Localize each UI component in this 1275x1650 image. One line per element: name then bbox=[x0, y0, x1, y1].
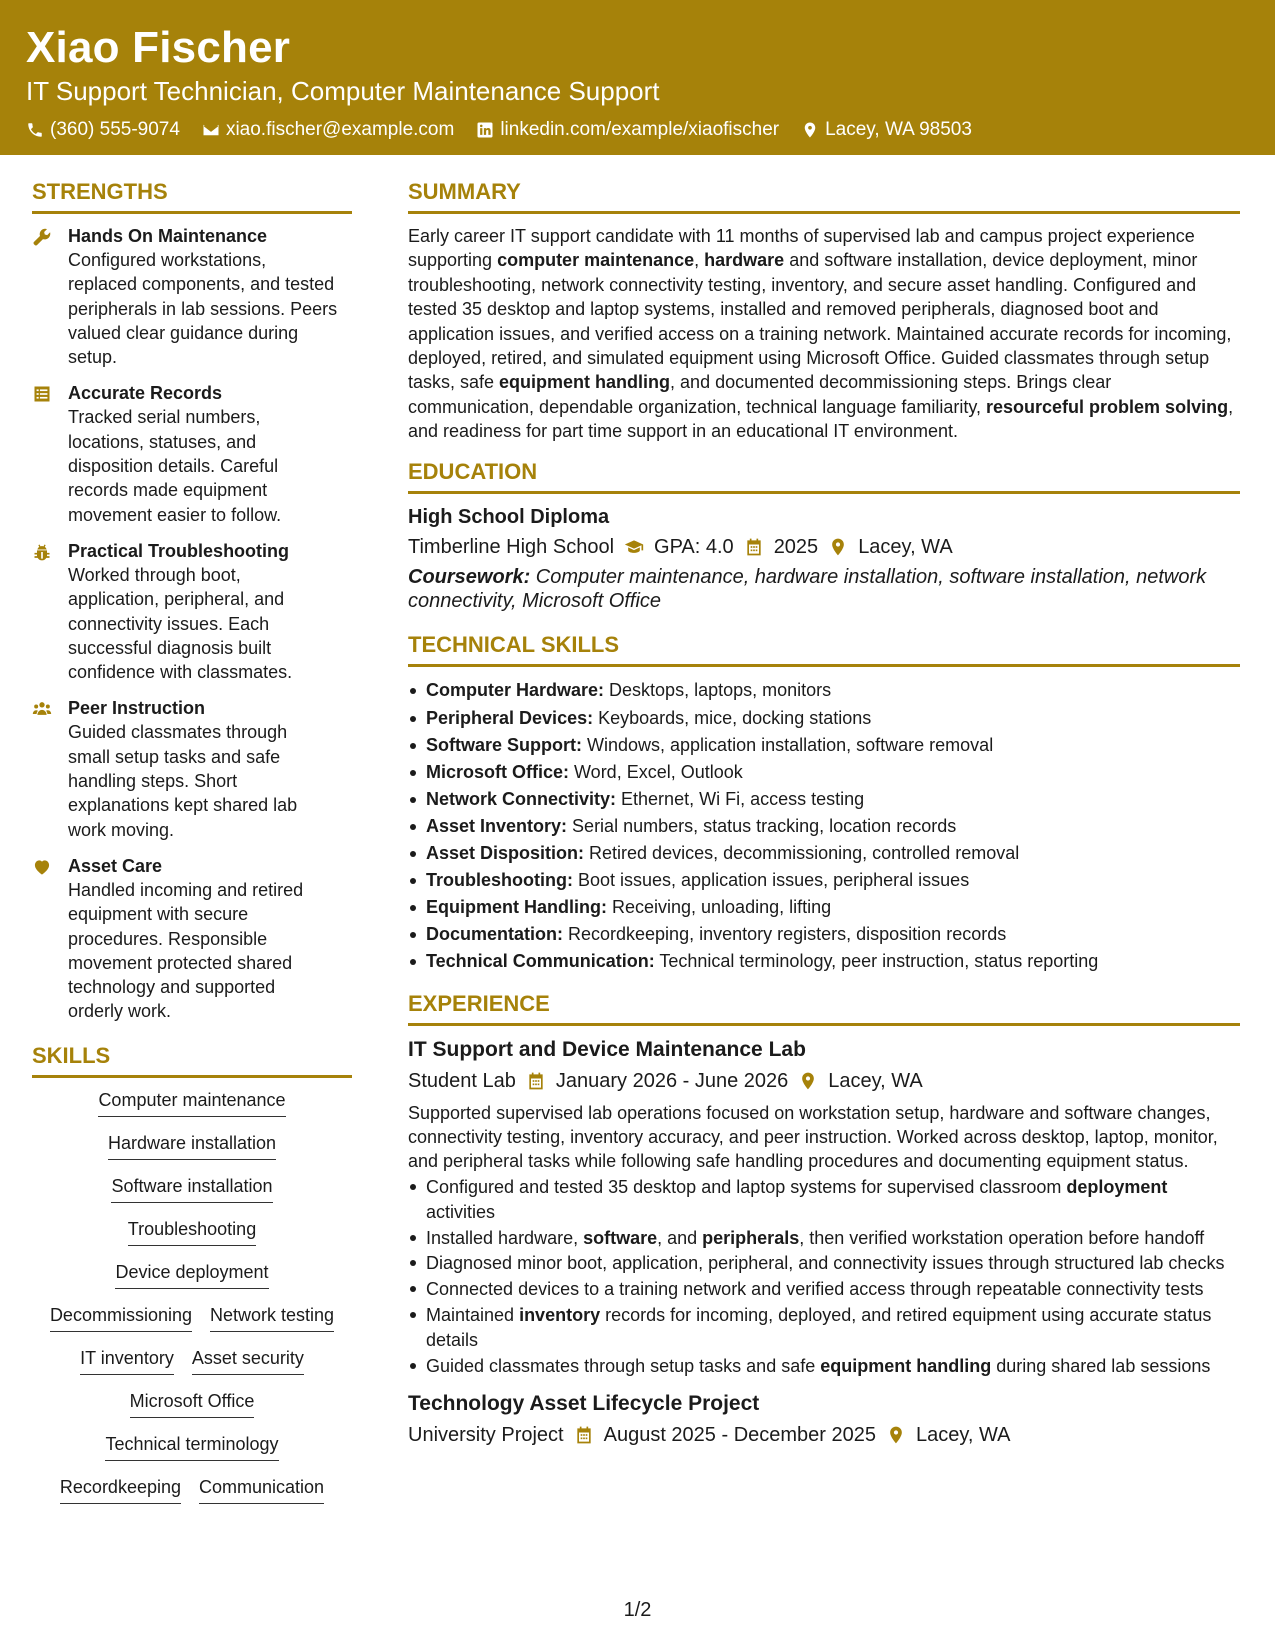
strength-desc-line: Worked through boot, bbox=[68, 564, 241, 585]
strength-item bbox=[32, 539, 352, 684]
strength-item bbox=[32, 224, 352, 369]
skill-row bbox=[32, 1217, 352, 1246]
job-bullet bbox=[408, 1354, 1240, 1378]
strength-body bbox=[68, 224, 337, 369]
strength-desc-line: successful diagnosis built bbox=[68, 637, 272, 658]
strength-desc-line: Handled incoming and retired bbox=[68, 879, 304, 900]
technical-skill-value: Technical terminology, peer instruction, status reporting bbox=[654, 951, 1099, 972]
skills-heading: SKILLS bbox=[32, 1042, 352, 1078]
calendar-icon bbox=[744, 537, 764, 557]
technical-skill-label: Software Support: bbox=[426, 734, 582, 755]
strengths-list bbox=[32, 224, 352, 1024]
strength-title: Accurate Records bbox=[68, 383, 223, 404]
contact-linkedin-text: linkedin.com/example/xiaofischer bbox=[500, 119, 780, 140]
education-year: 2025 bbox=[773, 535, 819, 558]
technical-skill-label: Asset Inventory: bbox=[426, 815, 568, 836]
technical-skill-value: Word, Excel, Outlook bbox=[569, 761, 743, 782]
text-segment: and software installation, device deployment, minor troubleshooting, network connectivity testing, inventory, and secure asset handling. Configured and tested 35 desktop and laptop systems, installed and removed peripherals, diagnosed boot and application issues, and verified access on a training network. Maintained accurate records for incoming, deployed, retired, and simulated equipment using Microsoft Office. Guided classmates through setup tasks, safe bbox=[408, 250, 1232, 393]
strength-title: Practical Troubleshooting bbox=[68, 540, 290, 561]
skill-row bbox=[32, 1303, 352, 1332]
technical-skill-value: Desktops, laptops, monitors bbox=[604, 680, 832, 701]
technical-skill-label: Peripheral Devices: bbox=[426, 707, 594, 728]
skill-tag: Troubleshooting bbox=[128, 1217, 256, 1246]
contact-phone[interactable] bbox=[26, 118, 180, 142]
text-segment: Maintained bbox=[426, 1305, 520, 1326]
strength-body bbox=[68, 381, 281, 526]
technical-skill-value: Recordkeeping, inventory registers, disposition records bbox=[563, 924, 1007, 945]
experience-list bbox=[408, 1036, 1240, 1449]
education-location: Lacey, WA bbox=[858, 535, 953, 558]
graduation-cap-icon bbox=[624, 537, 644, 557]
technical-skill-item bbox=[408, 921, 1240, 948]
strength-desc-line: replaced components, and tested bbox=[68, 274, 335, 295]
skill-row bbox=[32, 1346, 352, 1375]
job-bullet bbox=[408, 1303, 1240, 1352]
technical-skill-value: Receiving, unloading, lifting bbox=[606, 897, 832, 918]
bold-phrase: resourceful problem solving bbox=[986, 396, 1229, 417]
technical-skill-value: Retired devices, decommissioning, controlled removal bbox=[584, 843, 1020, 864]
bug-icon bbox=[32, 542, 52, 562]
contact-location-text: Lacey, WA 98503 bbox=[825, 119, 972, 140]
contact-email[interactable] bbox=[202, 118, 454, 142]
strengths-heading: STRENGTHS bbox=[32, 178, 352, 214]
strength-desc-line: orderly work. bbox=[68, 1001, 172, 1022]
skill-row bbox=[32, 1432, 352, 1461]
skill-tag: Network testing bbox=[210, 1303, 334, 1332]
map-pin-icon bbox=[886, 1425, 906, 1445]
list-icon bbox=[32, 384, 52, 404]
coursework-text: Computer maintenance, hardware installation, software installation, network connectivity, Microsoft Office bbox=[408, 565, 1207, 613]
strength-icon-wrap bbox=[32, 539, 54, 684]
technical-skill-item bbox=[408, 732, 1240, 759]
text-segment: during shared lab sessions bbox=[991, 1355, 1211, 1376]
technical-skill-label: Asset Disposition: bbox=[426, 843, 585, 864]
strength-icon-wrap bbox=[32, 381, 54, 526]
bold-phrase: equipment handling bbox=[820, 1355, 992, 1376]
education-heading: EDUCATION bbox=[408, 458, 1240, 494]
skill-row bbox=[32, 1174, 352, 1203]
strength-desc-line: valued clear guidance during bbox=[68, 322, 299, 343]
phone-icon bbox=[26, 121, 44, 139]
bold-phrase: software bbox=[583, 1227, 658, 1248]
skill-row bbox=[32, 1475, 352, 1504]
strength-desc-line: Guided classmates through bbox=[68, 722, 288, 743]
candidate-name: Xiao Fischer bbox=[26, 23, 291, 72]
technical-skill-label: Microsoft Office: bbox=[426, 761, 570, 782]
technical-skill-value: Serial numbers, status tracking, location records bbox=[567, 815, 957, 836]
skill-row bbox=[32, 1389, 352, 1418]
contact-location bbox=[801, 118, 972, 142]
skill-row bbox=[32, 1260, 352, 1289]
strength-desc-line: movement easier to follow. bbox=[68, 504, 282, 525]
text-segment: , bbox=[694, 250, 705, 271]
text-segment: activities bbox=[426, 1201, 496, 1222]
text-segment: , and bbox=[657, 1227, 703, 1248]
map-pin-icon bbox=[798, 1071, 818, 1091]
calendar-icon bbox=[526, 1071, 546, 1091]
strength-icon-wrap bbox=[32, 696, 54, 841]
strength-desc-line: peripherals in lab sessions. Peers bbox=[68, 298, 338, 319]
text-segment: Installed hardware, bbox=[426, 1227, 584, 1248]
technical-skill-value: Ethernet, Wi Fi, access testing bbox=[616, 788, 865, 809]
bold-phrase: equipment handling bbox=[499, 372, 671, 393]
envelope-icon bbox=[202, 121, 220, 139]
skill-tag: IT inventory bbox=[80, 1346, 174, 1375]
strength-desc-line: technology and supported bbox=[68, 977, 276, 998]
strength-desc-line: handling steps. Short bbox=[68, 771, 238, 792]
strength-desc-line: locations, statuses, and bbox=[68, 431, 257, 452]
text-segment: Guided classmates through setup tasks and safe bbox=[426, 1355, 821, 1376]
text-segment: , and readiness for part time support in an educational IT environment. bbox=[408, 396, 1234, 442]
candidate-title: IT Support Technician, Computer Maintenance Support bbox=[26, 76, 660, 106]
experience-entry bbox=[408, 1036, 1240, 1378]
skill-tag: Technical terminology bbox=[105, 1432, 278, 1461]
text-segment: Diagnosed minor boot, application, peripheral, and connectivity issues through structured lab checks bbox=[426, 1253, 1225, 1274]
job-title: IT Support and Device Maintenance Lab bbox=[408, 1037, 806, 1061]
job-meta bbox=[408, 1067, 1240, 1095]
skill-row bbox=[32, 1131, 352, 1160]
technical-skill-item bbox=[408, 813, 1240, 840]
strength-desc-line: work moving. bbox=[68, 819, 175, 840]
strength-item bbox=[32, 381, 352, 526]
job-dates: January 2026 - June 2026 bbox=[555, 1069, 789, 1092]
job-dates: August 2025 - December 2025 bbox=[603, 1423, 877, 1446]
strength-desc-line: equipment with secure bbox=[68, 904, 249, 925]
job-description: Supported supervised lab operations focused on workstation setup, hardware and software changes, connectivity testing, inventory accuracy, and peer instruction. Worked across desktop, laptop, monitor, and peripheral tasks while following safe handling procedures and documenting equipment status. bbox=[408, 1102, 1218, 1172]
bold-phrase: computer maintenance bbox=[497, 250, 695, 271]
skill-tag: Software installation bbox=[111, 1174, 272, 1203]
strength-item bbox=[32, 854, 352, 1024]
job-bullet bbox=[408, 1277, 1240, 1301]
technical-skill-value: Keyboards, mice, docking stations bbox=[593, 707, 872, 728]
skill-tag: Communication bbox=[199, 1475, 324, 1504]
bold-phrase: hardware bbox=[704, 250, 785, 271]
education-school: Timberline High School bbox=[408, 535, 615, 558]
technical-skill-label: Technical Communication: bbox=[426, 951, 655, 972]
technical-skills-heading: TECHNICAL SKILLS bbox=[408, 631, 1240, 667]
wrench-icon bbox=[32, 227, 52, 247]
skill-tag: Asset security bbox=[192, 1346, 304, 1375]
technical-skill-label: Computer Hardware: bbox=[426, 680, 605, 701]
education-degree: High School Diploma bbox=[408, 505, 610, 528]
map-pin-icon bbox=[828, 537, 848, 557]
education-coursework bbox=[408, 565, 1240, 614]
technical-skill-item bbox=[408, 948, 1240, 975]
resume-header bbox=[0, 0, 1275, 155]
job-org: Student Lab bbox=[408, 1069, 516, 1092]
technical-skill-item bbox=[408, 867, 1240, 894]
technical-skill-label: Equipment Handling: bbox=[426, 897, 607, 918]
users-icon bbox=[32, 699, 52, 719]
contact-phone-text: (360) 555-9074 bbox=[50, 119, 180, 140]
job-location: Lacey, WA bbox=[828, 1069, 923, 1092]
strength-desc-line: application, peripheral, and bbox=[68, 589, 285, 610]
linkedin-icon bbox=[476, 121, 494, 139]
page-number: 1/2 bbox=[623, 1599, 652, 1621]
job-bullet bbox=[408, 1175, 1240, 1224]
technical-skill-label: Documentation: bbox=[426, 924, 563, 945]
heart-icon bbox=[32, 857, 52, 877]
job-title: Technology Asset Lifecycle Project bbox=[408, 1391, 760, 1415]
strength-body bbox=[68, 539, 292, 684]
strength-title: Peer Instruction bbox=[68, 698, 206, 719]
technical-skill-label: Troubleshooting: bbox=[426, 870, 573, 891]
bold-phrase: inventory bbox=[519, 1305, 601, 1326]
job-location: Lacey, WA bbox=[916, 1423, 1011, 1446]
skill-tag: Decommissioning bbox=[50, 1303, 192, 1332]
map-pin-icon bbox=[801, 121, 819, 139]
strength-body bbox=[68, 854, 303, 1024]
strength-item bbox=[32, 696, 352, 841]
technical-skill-item bbox=[408, 677, 1240, 704]
text-segment: records for incoming, deployed, and retired equipment using accurate status details bbox=[426, 1305, 1212, 1350]
strength-desc-line: Tracked serial numbers, bbox=[68, 407, 261, 428]
contact-email-text: xiao.fischer@example.com bbox=[225, 119, 455, 140]
strength-icon-wrap bbox=[32, 224, 54, 369]
job-bullet bbox=[408, 1226, 1240, 1250]
skills-list bbox=[32, 1088, 352, 1504]
skill-tag: Microsoft Office bbox=[130, 1389, 255, 1418]
technical-skill-item bbox=[408, 786, 1240, 813]
skill-tag: Device deployment bbox=[115, 1260, 268, 1289]
skill-tag: Computer maintenance bbox=[98, 1088, 285, 1117]
job-meta bbox=[408, 1421, 1240, 1449]
technical-skill-label: Network Connectivity: bbox=[426, 788, 617, 809]
strength-icon-wrap bbox=[32, 854, 54, 1024]
bold-phrase: deployment bbox=[1066, 1177, 1168, 1198]
text-segment: Early career IT support candidate with 11 months of supervised lab and campus project experience supporting bbox=[408, 226, 1195, 271]
technical-skills-list bbox=[408, 677, 1240, 975]
strength-desc-line: setup. bbox=[68, 347, 118, 368]
right-column bbox=[408, 178, 1240, 1449]
technical-skill-item bbox=[408, 759, 1240, 786]
bold-phrase: peripherals bbox=[702, 1227, 800, 1248]
experience-heading: EXPERIENCE bbox=[408, 990, 1240, 1026]
strength-desc-line: Configured workstations, bbox=[68, 250, 267, 270]
strength-desc-line: connectivity issues. Each bbox=[68, 613, 270, 634]
strength-desc-line: movement protected shared bbox=[68, 952, 293, 973]
strength-body bbox=[68, 696, 297, 841]
technical-skill-item bbox=[408, 894, 1240, 921]
strength-desc-line: small setup tasks and safe bbox=[68, 746, 281, 767]
technical-skill-item bbox=[408, 705, 1240, 732]
summary-heading: SUMMARY bbox=[408, 178, 1240, 214]
strength-title: Hands On Maintenance bbox=[68, 226, 268, 246]
contact-bar bbox=[26, 118, 1249, 142]
strength-desc-line: explanations kept shared lab bbox=[68, 795, 298, 816]
text-segment: Configured and tested 35 desktop and laptop systems for supervised classroom bbox=[426, 1177, 1067, 1198]
text-segment: Connected devices to a training network and verified access through repeatable connectivity tests bbox=[426, 1279, 1204, 1300]
education-meta bbox=[408, 533, 1240, 561]
strength-desc-line: procedures. Responsible bbox=[68, 928, 268, 949]
left-column bbox=[32, 178, 352, 1504]
calendar-icon bbox=[574, 1425, 594, 1445]
strength-desc-line: confidence with classmates. bbox=[68, 662, 293, 683]
job-bullet bbox=[408, 1251, 1240, 1275]
skills-section bbox=[32, 1042, 352, 1504]
summary-text bbox=[408, 224, 1240, 444]
experience-entry bbox=[408, 1390, 1240, 1449]
coursework-label: Coursework: bbox=[408, 565, 531, 588]
technical-skill-item bbox=[408, 840, 1240, 867]
contact-linkedin[interactable] bbox=[476, 118, 779, 142]
text-segment: , and documented decommissioning steps. Brings clear communication, dependable organization, technical language familiarity, bbox=[408, 372, 1112, 417]
strength-desc-line: records made equipment bbox=[68, 480, 268, 501]
job-bullets bbox=[408, 1175, 1240, 1378]
skill-tag: Recordkeeping bbox=[60, 1475, 181, 1504]
skill-row bbox=[32, 1088, 352, 1117]
technical-skill-value: Boot issues, application issues, peripheral issues bbox=[572, 870, 970, 891]
strength-desc-line: disposition details. Careful bbox=[68, 456, 279, 477]
education-gpa: GPA: 4.0 bbox=[654, 535, 734, 558]
job-org: University Project bbox=[408, 1423, 564, 1446]
technical-skill-value: Windows, application installation, software removal bbox=[582, 734, 994, 755]
skill-tag: Hardware installation bbox=[108, 1131, 276, 1160]
text-segment: , then verified workstation operation before handoff bbox=[799, 1227, 1205, 1248]
strength-title: Asset Care bbox=[68, 855, 163, 876]
